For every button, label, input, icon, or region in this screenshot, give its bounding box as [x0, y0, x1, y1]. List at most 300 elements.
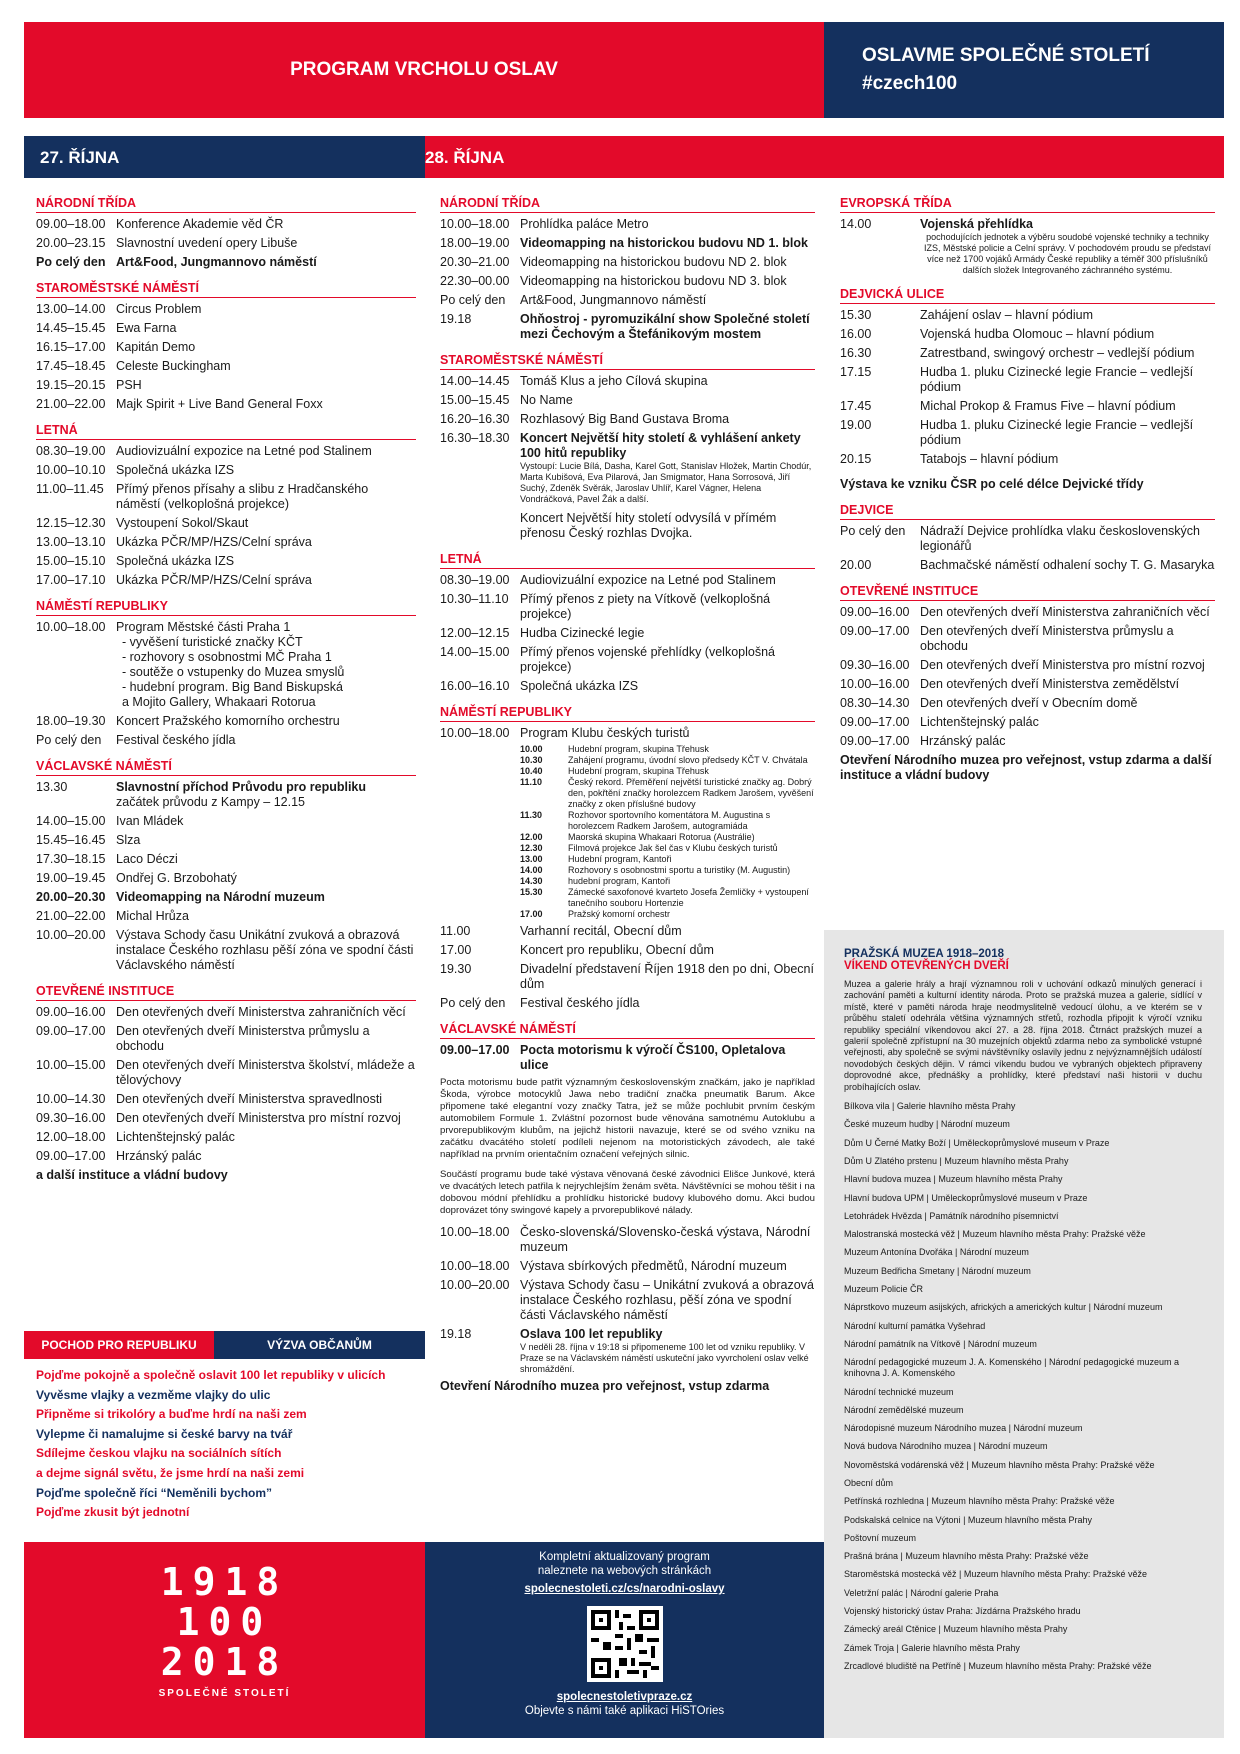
event: Společná ukázka IZS: [116, 554, 235, 568]
event: Festival českého jídla: [520, 996, 640, 1010]
event: Přímý přenos přísahy a slibu z Hradčanského náměstí (velkoplošná projekce): [116, 482, 369, 511]
museum-item: Petřínská rozhledna | Muzeum hlavního města Prahy: Pražské věže: [844, 1496, 1115, 1507]
museum-item: Podskalská celnice na Výtoni | Muzeum hlavního města Prahy: [844, 1514, 1092, 1525]
time: 20.00–20.30: [36, 890, 106, 904]
schedule-row: [36, 871, 416, 886]
schedule-row: [36, 397, 416, 412]
time: 09.00–17.00: [36, 1024, 106, 1038]
schedule-row: [36, 554, 416, 569]
note: Výstava ke vzniku ČSR po celé délce Dejvické třídy: [840, 477, 1144, 491]
footer-logo: [24, 1542, 425, 1738]
section-heading: OTEVŘENÉ INSTITUCE: [36, 984, 416, 1001]
header-title: [24, 22, 824, 118]
column-27: [36, 196, 416, 1187]
time: 15.30: [840, 308, 872, 322]
museum-box: [824, 930, 1224, 1738]
event: Majk Spirit + Live Band General Foxx: [116, 397, 323, 411]
event: Tomáš Klus a jeho Cílová skupina: [520, 374, 708, 388]
event-title: Vojenská přehlídka: [920, 217, 1034, 231]
event: Pocta motorismu k výročí ČS100, Opletalova ulice: [520, 1043, 786, 1072]
timeline-item: [520, 755, 815, 766]
schedule-row: [36, 620, 416, 710]
day-28-label: 28. ŘÍJNA: [425, 148, 505, 167]
time: 20.00–23.15: [36, 236, 106, 250]
schedule-row: [36, 1092, 416, 1107]
paragraph: Součástí programu bude také výstava věnovaná české závodnici Elišce Junkové, která ve dvacátých letech patřila k nejrychlejším ženám světa. Návštěvníci se mohou těšit i na dobovou módní přehlídku a prohlídku historické budovy klubového domu. Akci budou doprovázet tóny swingové kapely a prvorepublikové nálady.: [440, 1169, 815, 1216]
schedule-row: [440, 592, 815, 622]
event: [920, 217, 1215, 276]
time: 09.00–16.00: [840, 605, 910, 619]
event: Společná ukázka IZS: [520, 679, 639, 693]
event: Slza: [116, 833, 141, 847]
time: 20.15: [840, 452, 872, 466]
museum-item: Národopisné muzeum Národního muzea | Národní muzeum: [844, 1423, 1083, 1434]
time: 17.30–18.15: [36, 852, 106, 866]
section-heading: NÁMĚSTÍ REPUBLIKY: [36, 599, 416, 616]
event: [520, 726, 815, 920]
event: Ohňostroj - pyromuzikální show Společné století mezi Čechovým a Štefánikovým mostem: [520, 312, 810, 341]
schedule-row: [840, 696, 1215, 711]
event: [520, 431, 815, 541]
time: 10.00–18.00: [440, 1225, 510, 1239]
time: 15.00–15.10: [36, 554, 106, 568]
day-28-bar: [425, 136, 1224, 178]
tl-event: Hudební program, skupina Třehusk: [568, 766, 709, 776]
museum-title: PRAŽSKÁ MUZEA 1918–2018: [844, 948, 1004, 960]
footer-line2: naleznete na webových stránkách: [537, 1565, 712, 1577]
event: Audiovizuální expozice na Letné pod Stalinem: [520, 573, 776, 587]
pochod-header: [24, 1331, 425, 1359]
event: Prohlídka paláce Metro: [520, 217, 649, 231]
schedule-row: [36, 814, 416, 829]
event: Divadelní představení Říjen 1918 den po dni, Obecní dům: [520, 962, 814, 991]
schedule-row: [440, 996, 815, 1011]
time: 10.00–14.30: [36, 1092, 106, 1106]
tl-time: 14.30: [520, 876, 543, 886]
museum-item: Hlavní budova UPM | Uměleckoprůmyslové museum v Praze: [844, 1192, 1088, 1203]
event: Videomapping na Národní muzeum: [116, 890, 325, 904]
tl-time: 11.10: [520, 777, 543, 787]
event: Vystoupení Sokol/Skaut: [116, 516, 249, 530]
tl-event: Maorská skupina Whakaari Rotorua (Austrálie): [568, 832, 755, 842]
tl-event: Český rekord. Přeměření největší turistické značky ag. Dobrý den, pokřtění značky horolezcem Radkem Jarošem, vyvěšení značky z oken příslušné budovy: [568, 777, 814, 809]
tl-event: Hudební program, Kantoři: [568, 854, 672, 864]
schedule-row: [840, 658, 1215, 673]
time: 13.00–13.10: [36, 535, 106, 549]
note: Otevření Národního muzea pro veřejnost, vstup zdarma: [440, 1379, 770, 1393]
schedule-row: [440, 573, 815, 588]
event: Den otevřených dveří Ministerstva školství, mládeže a tělovýchovy: [116, 1058, 415, 1087]
schedule-row: [36, 1130, 416, 1145]
schedule-row: [840, 217, 1215, 276]
event: Hrzánský palác: [116, 1149, 202, 1163]
event: Zahájení oslav – hlavní pódium: [920, 308, 1094, 322]
timeline-item: [520, 777, 815, 810]
time: 09.00–18.00: [36, 217, 106, 231]
year-2018: 2018: [160, 1640, 289, 1684]
schedule-row: [840, 558, 1215, 573]
time: 12.00–18.00: [36, 1130, 106, 1144]
schedule-row: [440, 312, 815, 342]
time: 12.15–12.30: [36, 516, 106, 530]
time: 10.00–20.00: [440, 1278, 510, 1292]
time: 20.00: [840, 558, 872, 572]
schedule-row: [840, 308, 1215, 323]
schedule-row: [36, 573, 416, 588]
schedule-row: [440, 255, 815, 270]
sub-item: - rozhovory s osobnostmi MČ Praha 1: [122, 650, 332, 664]
sub-item: - hudební program. Big Band Biskupská: [122, 680, 343, 694]
time: 17.45–18.45: [36, 359, 106, 373]
schedule-row: [840, 327, 1215, 342]
day-27-bar: [24, 136, 425, 178]
museum-subtitle: VÍKEND OTEVŘENÝCH DVEŘÍ: [844, 960, 1009, 972]
event: Circus Problem: [116, 302, 202, 316]
schedule-row: [840, 734, 1215, 749]
event: Tatabojs – hlavní pódium: [920, 452, 1059, 466]
schedule-row: [36, 378, 416, 393]
schedule-row: [36, 482, 416, 512]
event: Česko-slovenská/Slovensko-česká výstava, Národní muzeum: [520, 1225, 811, 1254]
note: a další instituce a vládní budovy: [36, 1168, 228, 1182]
schedule-row: [36, 833, 416, 848]
schedule-row: [36, 302, 416, 317]
event: Slavnostní uvedení opery Libuše: [116, 236, 298, 250]
time: Po celý den: [440, 293, 506, 307]
tl-event: Filmová projekce Jak šel čas v Klubu českých turistů: [568, 843, 778, 853]
schedule-row: [440, 1259, 815, 1274]
paragraph: Pocta motorismu bude patřit významným československým značkám, jako je například Škoda, výrobce motocyklů Jawa nebo tradiční značka pneumatik Barum. Akce připomene také elegantní vozy značky Tatra, jež se může pochlubit prvním českým automobilem Formule 1. Zvláštní pozornost bude věnována samotnému Autoklubu a prvorepublikovým klubům, na jejichž historii navazuje, které se od svého vzniku na začátku dvacátého století podíleli nejenom na motoristických závodech, ale také například na prvním orientačním označení veřejných silnic.: [440, 1077, 815, 1160]
schedule-row: [440, 1327, 815, 1375]
event: Přímý přenos z piety na Vítkově (velkoplošná projekce): [520, 592, 771, 621]
museum-item: Muzeum Antonína Dvořáka | Národní muzeum: [844, 1247, 1029, 1258]
schedule-row: [840, 715, 1215, 730]
schedule-row: [36, 359, 416, 374]
qr-code-icon[interactable]: [587, 1606, 663, 1682]
museum-item: Náprstkovo muzeum asijských, afrických a amerických kultur | Národní muzeum: [844, 1302, 1163, 1313]
time: 10.30–11.10: [440, 592, 509, 606]
event: Den otevřených dveří Ministerstva spravedlnosti: [116, 1092, 383, 1106]
event: Výstava Schody času Unikátní zvuková a obrazová instalace Českého rozhlasu pěší zóna ve spodní části Václavského náměstí: [116, 928, 414, 972]
vyzva-title: VÝZVA OBČANŮM: [214, 1331, 425, 1359]
event: Ewa Farna: [116, 321, 177, 335]
museum-item: Hlavní budova muzea | Muzeum hlavního města Prahy: [844, 1174, 1063, 1185]
column-28-left: [440, 196, 815, 1398]
schedule-row: [440, 943, 815, 958]
event: Art&Food, Jungmannovo náměstí: [520, 293, 707, 307]
appeal-item: Připněme si trikolóry a buďme hrdí na naši zem: [36, 1407, 307, 1422]
time: 10.00–10.10: [36, 463, 106, 477]
time: 18.00–19.30: [36, 714, 106, 728]
schedule-row: [36, 1149, 416, 1164]
time: 19.15–20.15: [36, 378, 106, 392]
program-link[interactable]: spolecnestoleti.cz/cs/narodni-oslavy: [524, 1583, 725, 1595]
time: 16.30: [840, 346, 872, 360]
schedule-row: [36, 321, 416, 336]
time: 21.00–22.00: [36, 397, 106, 411]
event: Varhanní recitál, Obecní dům: [520, 924, 682, 938]
event-sub: začátek průvodu z Kampy – 12.15: [116, 795, 306, 809]
event: Rozhlasový Big Band Gustava Broma: [520, 412, 730, 426]
tl-time: 10.00: [520, 744, 543, 754]
schedule-row: [840, 399, 1215, 414]
time: 09.00–17.00: [840, 715, 910, 729]
schedule-row: [440, 293, 815, 308]
time: 10.00–18.00: [36, 620, 106, 634]
time: 17.00: [440, 943, 472, 957]
museum-item: Bílkova vila | Galerie hlavního města Prahy: [844, 1101, 1016, 1112]
museum-item: Zámek Troja | Galerie hlavního města Prahy: [844, 1642, 1020, 1653]
prague-link[interactable]: spolecnestoletivpraze.cz: [556, 1691, 693, 1703]
time: 17.00–17.10: [36, 573, 106, 587]
time: 08.30–19.00: [36, 444, 106, 458]
museum-item: Poštovní muzeum: [844, 1532, 917, 1543]
time: 19.00–19.45: [36, 871, 106, 885]
event: Ukázka PČR/MP/HZS/Celní správa: [116, 535, 312, 549]
event: Bachmačské náměstí odhalení sochy T. G. Masaryka: [920, 558, 1215, 572]
museum-item: Veletržní palác | Národní galerie Praha: [844, 1587, 999, 1598]
event: Výstava Schody času – Unikátní zvuková a obrazová instalace Českého rozhlasu, pěší zóna ve spodní části Václavského náměstí: [520, 1278, 814, 1322]
time: 14.00–15.00: [440, 645, 510, 659]
appeal-item: Sdílejme českou vlajku na sociálních sítích: [36, 1446, 282, 1461]
appeal-item: Pojďme pokojně a společně oslavit 100 let republiky v ulicích: [36, 1368, 386, 1382]
schedule-row: [840, 624, 1215, 654]
time: 16.15–17.00: [36, 340, 106, 354]
museum-list: [844, 1101, 1202, 1672]
time: 11.00–11.45: [36, 482, 104, 496]
event-sub: pochodujících jednotek a výběru soudobé vojenské techniky a techniky IZS, Městské policie a Celní správy. V pochodovém proudu se představí více než 1700 vojáků Armády České republiky a téměř 300 příslušníků dalších složek Integrovaného záchranného systému.: [924, 232, 1211, 275]
time: 18.00–19.00: [440, 236, 510, 250]
section-heading: NÁRODNÍ TŘÍDA: [440, 196, 815, 213]
museum-item: Zrcadlové bludiště na Petříně | Muzeum hlavního města Prahy: Pražské věže: [844, 1660, 1152, 1671]
schedule-row: [440, 374, 815, 389]
schedule-row: [440, 217, 815, 232]
time: 14.00–14.45: [440, 374, 510, 388]
timeline-item: [520, 766, 815, 777]
schedule-row: [36, 516, 416, 531]
time: 09.30–16.00: [36, 1111, 106, 1125]
year-1918: 1918: [160, 1560, 289, 1604]
sub-item: - vyvěšení turistické značky KČT: [122, 635, 303, 649]
event-title: Program Klubu českých turistů: [520, 726, 690, 740]
schedule-row: [36, 535, 416, 550]
timeline: [520, 744, 815, 920]
event: Videomapping na historickou budovu ND 1. blok: [520, 236, 808, 250]
schedule-row: [36, 444, 416, 459]
tl-time: 14.00: [520, 865, 543, 875]
time: 16.20–16.30: [440, 412, 510, 426]
time: 08.30–14.30: [840, 696, 910, 710]
schedule-row: [440, 1043, 815, 1073]
timeline-item: [520, 744, 815, 755]
note: Otevření Národního muzea pro veřejnost, vstup zdarma a další instituce a vládní budovy: [840, 753, 1212, 782]
event: Výstava sbírkových předmětů, Národní muzeum: [520, 1259, 787, 1273]
event: Nádraží Dejvice prohlídka vlaku československých legionářů: [920, 524, 1200, 553]
event: Ukázka PČR/MP/HZS/Celní správa: [116, 573, 312, 587]
appeal-item: Vyvěsme vlajky a vezměme vlajky do ulic: [36, 1387, 271, 1402]
time: 19.30: [440, 962, 472, 976]
schedule-row: [36, 909, 416, 924]
time: 15.00–15.45: [440, 393, 510, 407]
event: Den otevřených dveří Ministerstva zahraničních věcí: [116, 1005, 406, 1019]
event: Koncert pro republiku, Obecní dům: [520, 943, 714, 957]
event: Laco Déczi: [116, 852, 178, 866]
time: 17.15: [840, 365, 872, 379]
tl-event: Zámecké saxofonové kvarteto Josefa Žemličky + vystoupení tanečního souboru Hortenzie: [568, 887, 809, 908]
brand-name: SPOLEČNÉ STOLETÍ: [158, 1688, 291, 1699]
section-heading: VÁCLAVSKÉ NÁMĚSTÍ: [36, 759, 416, 776]
schedule-row: [440, 626, 815, 641]
time: 09.00–17.00: [440, 1043, 510, 1057]
event: Videomapping na historickou budovu ND 3. blok: [520, 274, 787, 288]
timeline-item: [520, 909, 815, 920]
schedule-row: [440, 679, 815, 694]
museum-item: Malostranská mostecká věž | Muzeum hlavního města Prahy: Pražské věže: [844, 1229, 1146, 1240]
time: Po celý den: [36, 733, 102, 747]
museum-item: Národní kulturní památka Vyšehrad: [844, 1320, 986, 1331]
tl-event: Rozhovory s osobnostmi sportu a turistiky (M. Augustin): [568, 865, 791, 875]
museum-item: Národní pedagogické muzeum J. A. Komenského | Národní pedagogické muzeum a knihovna J. A. Komenského: [844, 1357, 1180, 1379]
timeline-item: [520, 865, 815, 876]
museum-intro: Muzea a galerie hrály a hrají významnou roli v uchování odkazů minulých generací i zachování paměti a kulturní identity národa. Proto se pražská muzea a galerie, sídlící v místě, které v paměti národa hraje neodmyslitelně vedoucí úlohu, a ve kterém se v průběhu staletí odehrála většina významných střetů, rozhodla připojit k výročí vzniku republiky speciální víkendovou akcí 27. a 28. října 2018. Čtrnáct pražských muzeí a galerií společně zpřístupní na 30 muzejních objektů zdarma nebo za symbolické vstupné veřejnosti, aby společně se svými návštěvníky oslavily jednu z nejvýznamnějších událostí novodobých českých dějin. V rámci víkendu budou ve vybraných objektech připraveny doprovodné akce, přednášky a prohlídky, které představí naši historii v duchu probíhajících oslav.: [844, 979, 1202, 1092]
time: 09.00–17.00: [36, 1149, 106, 1163]
time: 19.00: [840, 418, 872, 432]
appeal-item: Vylepme či namalujme si české barvy na tvář: [36, 1426, 293, 1441]
time: 10.00–18.00: [440, 217, 510, 231]
schedule-row: [840, 677, 1215, 692]
time: 14.00–15.00: [36, 814, 106, 828]
time: 13.30: [36, 780, 68, 794]
museum-item: Vojenský historický ústav Praha: Jízdárna Pražského hradu: [844, 1606, 1081, 1617]
column-28-right: [840, 196, 1215, 787]
section-heading: LETNÁ: [36, 423, 416, 440]
schedule-row: [440, 393, 815, 408]
section-heading: DEJVICE: [840, 503, 1215, 520]
event: Den otevřených dveří Ministerstva zahraničních věcí: [920, 605, 1210, 619]
time: 10.00–18.00: [440, 1259, 510, 1273]
schedule-row: [36, 463, 416, 478]
event: PSH: [116, 378, 142, 392]
section-heading: LETNÁ: [440, 552, 815, 569]
museum-item: Dům U Černé Matky Boží | Uměleckoprůmyslové museum v Praze: [844, 1137, 1110, 1148]
event: Vojenská hudba Olomouc – hlavní pódium: [920, 327, 1155, 341]
schedule-row: [36, 340, 416, 355]
schedule-row: [440, 431, 815, 541]
event: Michal Prokop & Framus Five – hlavní pódium: [920, 399, 1176, 413]
tl-time: 12.30: [520, 843, 543, 853]
schedule-row: [36, 255, 416, 270]
schedule-row: [440, 645, 815, 675]
schedule-row: [36, 1111, 416, 1126]
schedule-row: [440, 726, 815, 920]
event: Art&Food, Jungmannovo náměstí: [116, 255, 317, 269]
performers: Vystoupí: Lucie Bílá, Dasha, Karel Gott, Stanislav Hložek, Martin Chodúr, Marta Kubišová, Eva Pilarová, Jan Smigmator, Hana Sorrosová, Jiří Suchý, Zdeněk Svěrák, Jaroslav Uhlíř, Karel Vágner, Helena Vondráčková, Pavel Žák a další.: [520, 461, 812, 504]
schedule-row: [840, 605, 1215, 620]
time: 13.00–14.00: [36, 302, 106, 316]
year-100: 100: [176, 1600, 273, 1644]
app-note: Objevte s námi také aplikaci HiSTOries: [524, 1705, 725, 1717]
museum-item: Prašná brána | Muzeum hlavního města Prahy: Pražské věže: [844, 1551, 1089, 1562]
broadcast-note: Koncert Největší hity století odvysílá v přímém přenosu Český rozhlas Dvojka.: [520, 511, 777, 540]
section-heading: NÁRODNÍ TŘÍDA: [36, 196, 416, 213]
timeline-item: [520, 876, 815, 887]
time: 20.30–21.00: [440, 255, 510, 269]
section-heading: VÁCLAVSKÉ NÁMĚSTÍ: [440, 1022, 815, 1039]
museum-item: Národní památník na Vítkově | Národní muzeum: [844, 1338, 1037, 1349]
schedule-row: [440, 962, 815, 992]
museum-item: Staroměstská mostecká věž | Muzeum hlavního města Prahy: Pražské věže: [844, 1569, 1147, 1580]
event: Přímý přenos vojenské přehlídky (velkoplošná projekce): [520, 645, 775, 674]
time: 11.00: [440, 924, 471, 938]
time: 22.30–00.00: [440, 274, 510, 288]
tl-event: hudební program, Kantoři: [568, 876, 671, 886]
museum-item: Národní technické muzeum: [844, 1386, 954, 1397]
event-title: Program Městské části Praha 1: [116, 620, 291, 634]
header-slogan: [824, 22, 1224, 118]
event: Celeste Buckingham: [116, 359, 231, 373]
time: Po celý den: [440, 996, 506, 1010]
tl-event: Pražský komorní orchestr: [568, 909, 671, 919]
schedule-row: [36, 852, 416, 867]
tl-time: 17.00: [520, 909, 543, 919]
time: 10.00–15.00: [36, 1058, 106, 1072]
event: Den otevřených dveří Ministerstva zemědělství: [920, 677, 1180, 691]
tl-time: 10.40: [520, 766, 543, 776]
appeal-item: Pojďme společně říci “Neměnili bychom”: [36, 1485, 273, 1500]
sub-item: - soutěže o vstupenky do Muzea smyslů: [122, 665, 345, 679]
time: 10.00–20.00: [36, 928, 106, 942]
schedule-row: [440, 1278, 815, 1323]
event: Kapitán Demo: [116, 340, 196, 354]
schedule-row: [36, 1005, 416, 1020]
schedule-row: [36, 217, 416, 232]
schedule-row: [36, 780, 416, 810]
time: 19.18: [440, 1327, 472, 1341]
schedule-row: [440, 412, 815, 427]
schedule-row: [840, 418, 1215, 448]
schedule-row: [440, 274, 815, 289]
event: [116, 620, 416, 710]
museum-item: Letohrádek Hvězda | Památník národního písemnictví: [844, 1210, 1059, 1221]
timeline-item: [520, 832, 815, 843]
event: Audiovizuální expozice na Letné pod Stalinem: [116, 444, 372, 458]
event-title: Slavnostní příchod Průvodu pro republiku: [116, 780, 367, 794]
museum-item: Nová budova Národního muzea | Národní muzeum: [844, 1441, 1048, 1452]
time: 15.45–16.45: [36, 833, 106, 847]
event: Hrzánský palác: [920, 734, 1006, 748]
timeline-item: [520, 843, 815, 854]
schedule-row: [36, 890, 416, 905]
event: Hudba 1. pluku Cizinecké legie Francie – vedlejší pódium: [920, 418, 1194, 447]
event: [116, 780, 416, 810]
schedule-row: [840, 365, 1215, 395]
time: 09.00–16.00: [36, 1005, 106, 1019]
event: Hudba 1. pluku Cizinecké legie Francie – vedlejší pódium: [920, 365, 1194, 394]
event-title: Oslava 100 let republiky: [520, 1327, 663, 1341]
event-sub: V neděli 28. října v 19:18 si připomeneme 100 let od vzniku republiky. V Praze se na Václavském náměstí uskuteční jako vyvrcholení oslav velké shromáždění.: [520, 1342, 809, 1374]
event: Festival českého jídla: [116, 733, 236, 747]
section-heading: STAROMĚSTSKÉ NÁMĚSTÍ: [440, 353, 815, 370]
schedule-row: [440, 236, 815, 251]
timeline-item: [520, 810, 815, 832]
tl-event: Zahájení programu, úvodní slovo předsedy KČT V. Chvátala: [568, 755, 808, 765]
event: [520, 1327, 815, 1375]
event: Hudba Cizinecké legie: [520, 626, 645, 640]
time: 10.00–18.00: [440, 726, 510, 740]
museum-item: Národní zemědělské muzeum: [844, 1404, 964, 1415]
schedule-row: [36, 733, 416, 748]
time: 09.00–17.00: [840, 734, 910, 748]
